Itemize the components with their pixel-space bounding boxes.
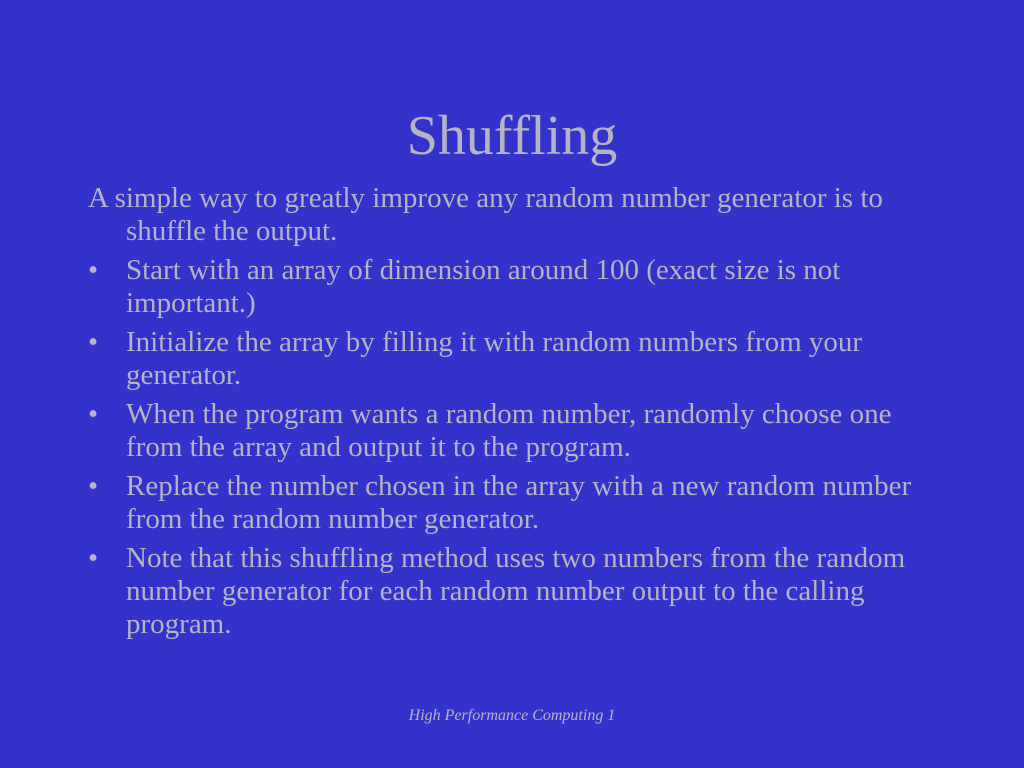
bullet-text: Note that this shuffling method uses two numbers from the random number generator for each random number output to the calling program. xyxy=(126,542,906,640)
bullet-item xyxy=(88,254,948,320)
bullet-text: Start with an array of dimension around 100 (exact size is not important.) xyxy=(126,254,841,319)
bullet-icon: • xyxy=(88,470,99,502)
bullet-text: When the program wants a random number, randomly choose one from the array and output it to the program. xyxy=(126,398,892,463)
intro-paragraph: A simple way to greatly improve any random number generator is to shuffle the output. xyxy=(88,182,883,247)
bullet-text: Replace the number chosen in the array with a new random number from the random number generator. xyxy=(126,470,912,535)
bullet-icon: • xyxy=(88,326,99,358)
bullet-item xyxy=(88,542,948,641)
slide-footer: High Performance Computing 1 xyxy=(408,707,616,724)
bullet-icon: • xyxy=(88,398,99,430)
bullet-item xyxy=(88,326,948,392)
bullet-text: Initialize the array by filling it with random numbers from your generator. xyxy=(126,326,863,391)
slide-title: Shuffling xyxy=(406,105,618,167)
bullet-list xyxy=(88,254,948,641)
bullet-item xyxy=(88,398,948,464)
bullet-item xyxy=(88,470,948,536)
bullet-icon: • xyxy=(88,254,99,286)
bullet-icon: • xyxy=(88,542,99,574)
slide-body xyxy=(88,182,948,647)
